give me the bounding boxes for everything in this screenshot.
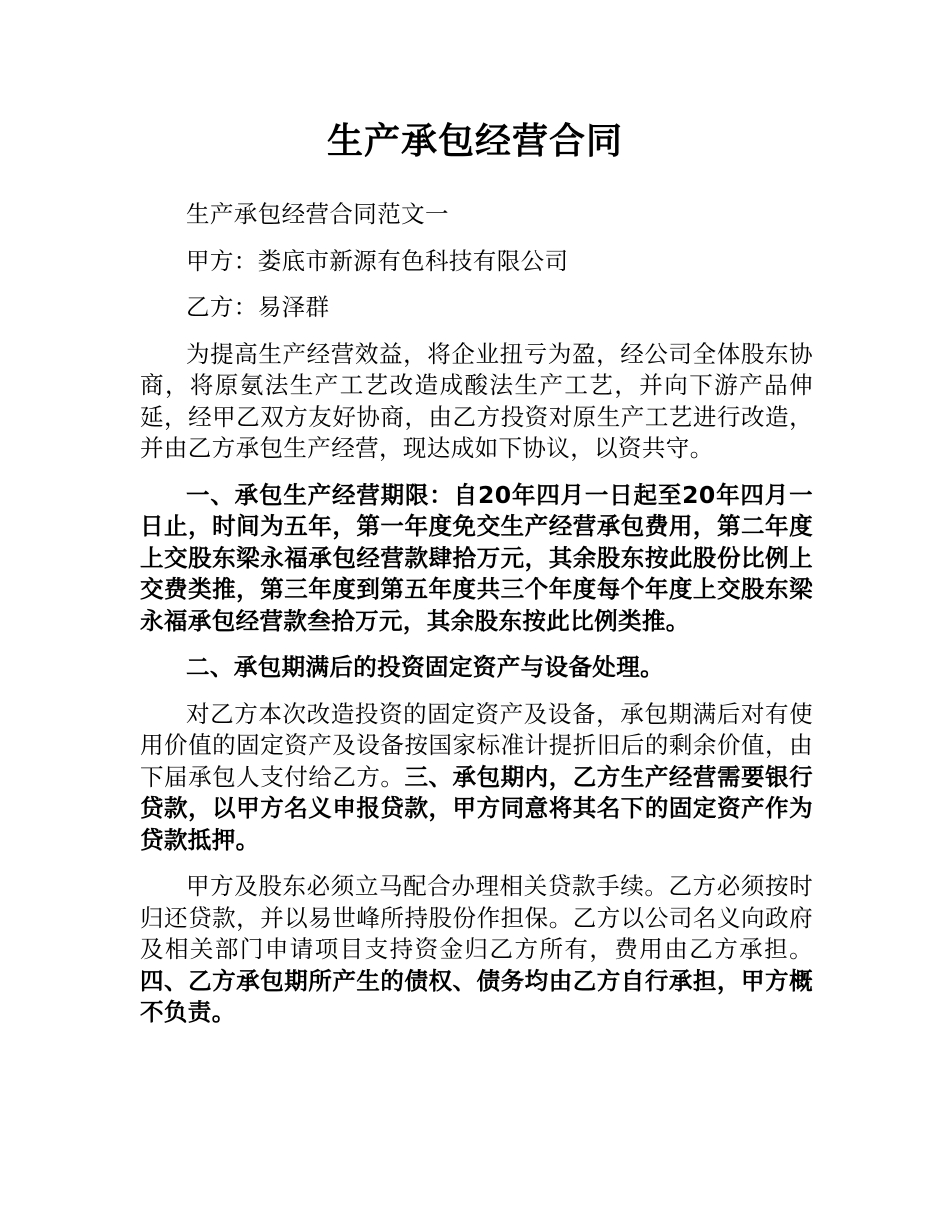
- document-title: 生产承包经营合同: [326, 121, 623, 162]
- clause-2-heading: 二、承包期满后的投资固定资产与设备处理。: [186, 653, 664, 681]
- party-b-paragraph: 乙方：易泽群: [186, 293, 330, 321]
- clause-1-paragraph: 一、承包生产经营期限：自20年四月一日起至20年四月一日止，时间为五年，第一年度免交生产经营承包费用，第二年度上交股东梁永福承包经营款肆拾万元，其余股东按此股份比例上交费类推，第三年度到第五年度共三个年度每个年度上交股东梁永福承包经营款叁拾万元，其余股东按此比例类推。: [140, 480, 813, 635]
- document-body: [140, 199, 813, 1044]
- clause-3-paragraph: [140, 871, 813, 1029]
- subtitle-paragraph: 生产承包经营合同范文一: [186, 200, 449, 228]
- intro-paragraph: 为提高生产经营效益，将企业扭亏为盈，经公司全体股东协商，将原氨法生产工艺改造成酸法生产工艺，并向下游产品伸延，经甲乙双方友好协商，由乙方投资对原生产工艺进行改造，并由乙方承包生产经营，现达成如下协议，以资共守。: [140, 339, 813, 462]
- party-a-paragraph: 甲方：娄底市新源有色科技有限公司: [186, 246, 569, 275]
- clause-2-text: 对乙方本次改造投资的固定资产及设备，承包期满后对有使用价值的固定资产及设备按国家标准计提折旧后的剩余价值，由下届承包人支付给乙方。: [140, 699, 813, 791]
- clause-4-heading: 四、乙方承包期所产生的债权、债务均由乙方自行承担，甲方概不负责。: [140, 966, 813, 1026]
- clause-3-heading: 三、承包期内，乙方生产经营需要银行贷款，以甲方名义申报贷款，甲方同意将其名下的固定资产作为贷款抵押。: [140, 762, 813, 854]
- clause-2-paragraph: [140, 699, 813, 857]
- clause-3-text: 甲方及股东必须立马配合办理相关贷款手续。乙方必须按时归还贷款，并以易世峰所持股份作担保。乙方以公司名义向政府及相关部门申请项目支持资金归乙方所有，费用由乙方承担。: [140, 872, 813, 963]
